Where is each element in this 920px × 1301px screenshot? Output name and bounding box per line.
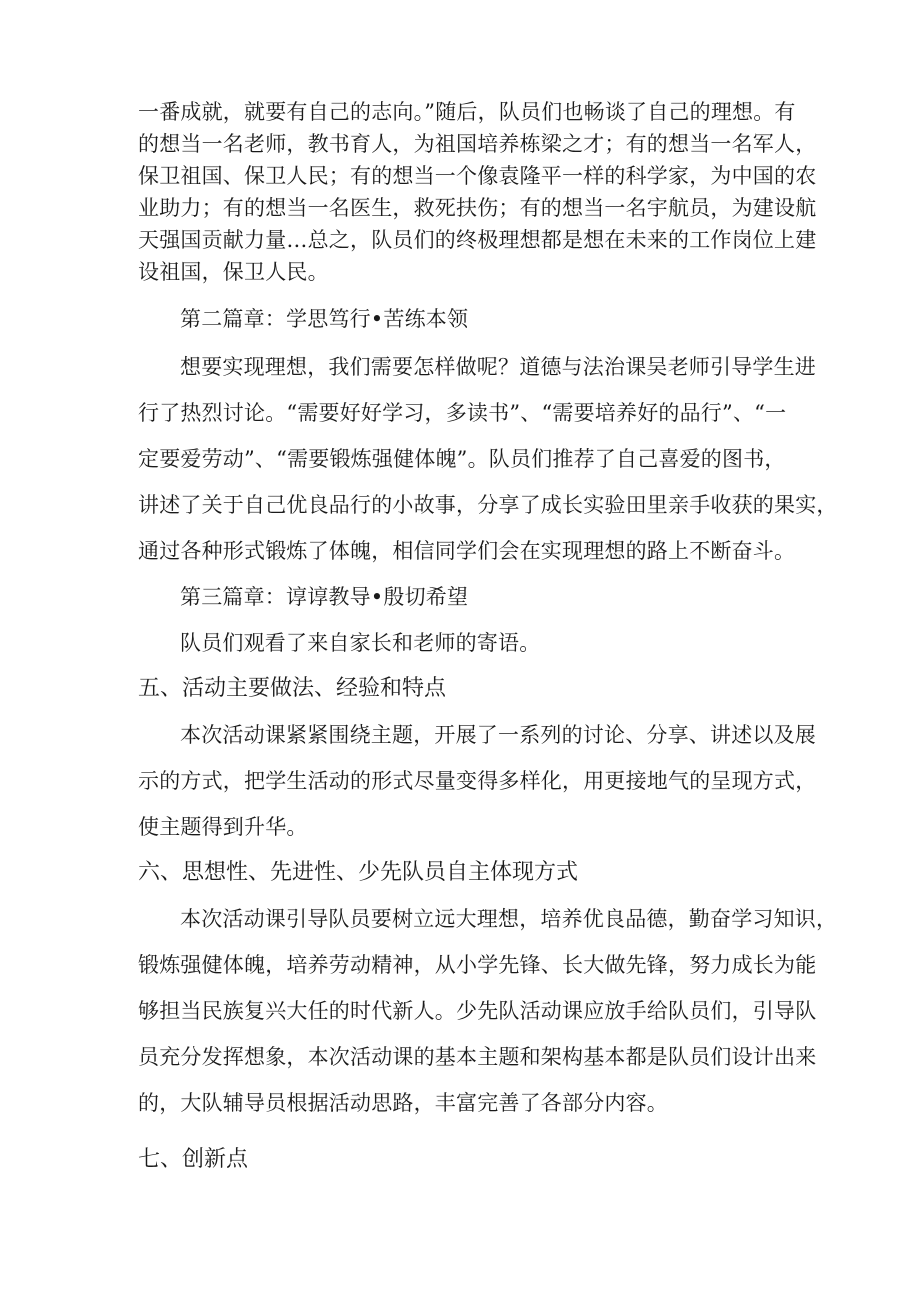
paragraph-line: 设祖国，保卫人民。	[138, 260, 329, 284]
paragraph-line: 够担当民族复兴大任的时代新人。少先队活动课应放手给队员们，引导队	[138, 999, 817, 1023]
paragraph-line: 行了热烈讨论。“需要好好学习，多读书”、“需要培养好的品行”、“一	[138, 401, 787, 425]
paragraph-line: 讲述了关于自己优良品行的小故事，分享了成长实验田里亲手收获的果实，	[138, 493, 838, 517]
paragraph-line: 示的方式，把学生活动的形式尽量变得多样化，用更接地气的呈现方式，	[138, 769, 817, 793]
paragraph-line: 本次活动课引导队员要树立远大理想，培养优良品德，勤奋学习知识，	[180, 907, 838, 931]
section-heading: 六、思想性、先进性、少先队员自主体现方式	[138, 860, 579, 885]
paragraph-line: 的想当一名老师，教书育人，为祖国培养栋梁之才；有的想当一名军人，	[138, 132, 817, 156]
paragraph-line: 保卫祖国、保卫人民；有的想当一个像袁隆平一样的科学家，为中国的农	[138, 164, 817, 188]
paragraph-line: 想要实现理想，我们需要怎样做呢？道德与法治课吴老师引导学生进	[180, 355, 816, 379]
paragraph-line: 业助力；有的想当一名医生，救死扶伤；有的想当一名宇航员，为建设航	[138, 196, 817, 220]
paragraph-line: 锻炼强健体魄，培养劳动精神，从小学先锋、长大做先锋，努力成长为能	[138, 953, 817, 977]
paragraph-line: 定要爱劳动”、“需要锻炼强健体魄”。队员们推荐了自己喜爱的图书，	[138, 447, 786, 471]
section-heading: 五、活动主要做法、经验和特点	[138, 676, 447, 701]
paragraph-line: 队员们观看了来自家长和老师的寄语。	[180, 631, 541, 655]
paragraph-line: 通过各种形式锻炼了体魄，相信同学们会在实现理想的路上不断奋斗。	[138, 539, 796, 563]
paragraph-line: 一番成就，就要有自己的志向。”随后，队员们也畅谈了自己的理想。有	[138, 100, 796, 124]
paragraph-line: 使主题得到升华。	[138, 815, 308, 839]
paragraph-line: 员充分发挥想象，本次活动课的基本主题和架构基本都是队员们设计出来	[138, 1045, 817, 1069]
chapter-title: 第二篇章：学思笃行•苦练本领	[180, 307, 469, 331]
paragraph-line: 本次活动课紧紧围绕主题，开展了一系列的讨论、分享、讲述以及展	[180, 723, 816, 747]
section-heading: 七、创新点	[138, 1147, 249, 1172]
paragraph-line: 的，大队辅导员根据活动思路，丰富完善了各部分内容。	[138, 1091, 668, 1115]
chapter-title: 第三篇章：谆谆教导•殷切希望	[180, 585, 469, 609]
paragraph-line: 天强国贡献力量…总之，队员们的终极理想都是想在未来的工作岗位上建	[138, 228, 817, 252]
